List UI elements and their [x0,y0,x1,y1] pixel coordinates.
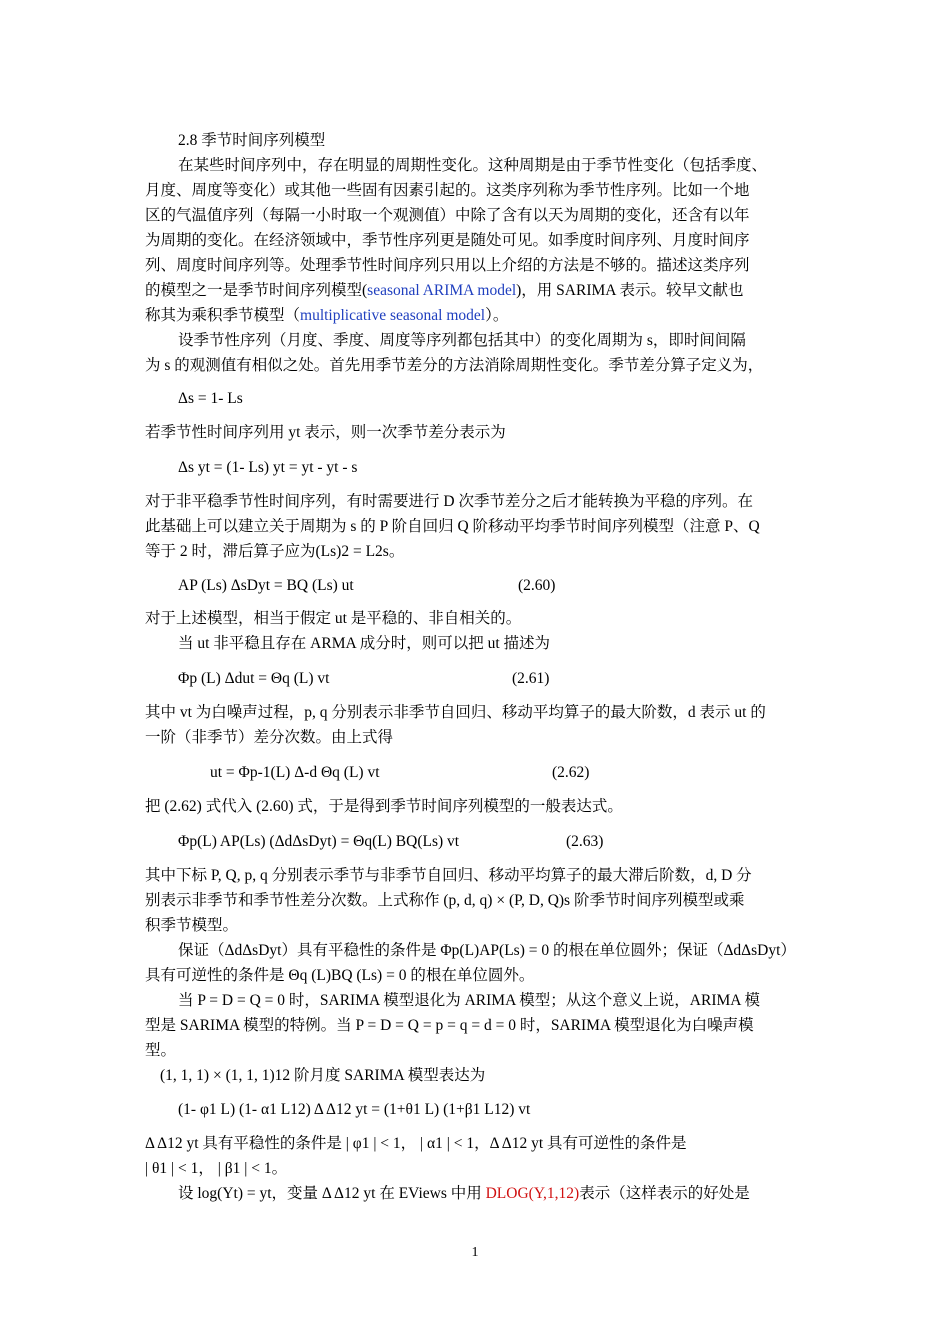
paragraph-line: 一阶（非季节）差分次数。由上式得 [145,729,394,746]
paragraph-line: 月度、周度等变化）或其他一些固有因素引起的。这类序列称为季节性序列。比如一个地 [145,182,750,199]
paragraph-line: 对于上述模型，相当于假定 ut 是平稳的、非自相关的。 [145,610,522,627]
paragraph-line: 别表示非季节和季节性差分次数。上式称作 (p, d, q) × (P, D, Q)s 阶季节时间序列模型或乘 [145,892,745,909]
equation-number: (2.61) [512,670,550,687]
paragraph-line: 为周期的变化。在经济领域中，季节性序列更是随处可见。如季度时间序列、月度时间序 [145,232,750,249]
equation-number: (2.63) [566,833,604,850]
text: 称其为乘积季节模型（ [145,307,301,324]
term-link[interactable]: multiplicative seasonal model [300,307,486,324]
paragraph-line: 此基础上可以建立关于周期为 s 的 P 阶自回归 Q 阶移动平均季节时间序列模型（注意 P、Q [145,518,760,535]
equation-number: (2.62) [552,764,590,781]
paragraph-line: 当 ut 非平稳且存在 ARMA 成分时，则可以把 ut 描述为 [178,635,551,652]
paragraph-line [178,1181,810,1206]
paragraph-line: 保证（ΔdΔsDyt）具有平稳性的条件是 Φp(L)AP(Ls) = 0 的根在单位圆外；保证（ΔdΔsDyt） [178,942,796,959]
paragraph-line: 其中 vt 为白噪声过程，p, q 分别表示非季节自回归、移动平均算子的最大阶数，d 表示 ut 的 [145,704,766,721]
paragraph-line: 对于非平稳季节性时间序列，有时需要进行 D 次季节差分之后才能转换为平稳的序列。在 [145,493,753,510]
paragraph-line: 具有可逆性的条件是 Θq (L)BQ (Ls) = 0 的根在单位圆外。 [145,967,535,984]
page-number: 1 [471,1245,479,1260]
equation-2-60: AP (Ls) ΔsDyt = BQ (Ls) ut [178,577,354,594]
paragraph-line: 设季节性序列（月度、季度、周度等序列都包括其中）的变化周期为 s，即时间间隔 [178,332,746,349]
text: )，用 SARIMA 表示。较早文献也 [516,282,744,299]
paragraph-line: 若季节性时间序列用 yt 表示，则一次季节差分表示为 [145,424,506,441]
paragraph-line [145,278,810,303]
equation-seasonal-diff-operator: Δs = 1- Ls [178,390,243,407]
paragraph-line: Δ Δ12 yt 具有平稳性的条件是 | φ1 | < 1， | α1 | < 1，Δ Δ12 yt 具有可逆性的条件是 [145,1135,687,1152]
paragraph-line: 在某些时间序列中，存在明显的周期性变化。这种周期是由于季节性变化（包括季度、 [178,157,768,174]
paragraph-line: (1, 1, 1) × (1, 1, 1)12 阶月度 SARIMA 模型表达为 [160,1067,486,1084]
paragraph-line: 积季节模型。 [145,917,239,934]
text: ）。 [485,307,509,324]
text: 设 log(Yt) = yt，变量 Δ Δ12 yt 在 EViews 中用 [178,1185,486,1202]
paragraph-line: 列、周度时间序列等。处理季节性时间序列只用以上介绍的方法是不够的。描述这类序列 [145,257,750,274]
equation-2-61: Φp (L) Δdut = Θq (L) vt [178,670,330,687]
paragraph-line [145,303,810,328]
paragraph-line: 其中下标 P, Q, p, q 分别表示季节与非季节自回归、移动平均算子的最大滞后阶数，d, D 分 [145,867,752,884]
eviews-command: DLOG(Y,1,12) [485,1185,580,1202]
paragraph-line: 把 (2.62) 式代入 (2.60) 式，于是得到季节时间序列模型的一般表达式。 [145,798,623,815]
paragraph-line: 型是 SARIMA 模型的特例。当 P = D = Q = p = q = d = 0 时，SARIMA 模型退化为白噪声模 [145,1017,754,1034]
equation-2-63: Φp(L) AP(Ls) (ΔdΔsDyt) = Θq(L) BQ(Ls) vt [178,833,460,850]
term-link[interactable]: seasonal ARIMA model [367,282,517,299]
paragraph-line: 为 s 的观测值有相似之处。首先用季节差分的方法消除周期性变化。季节差分算子定义为， [145,357,764,374]
equation-2-62: ut = Φp-1(L) Δ-d Θq (L) vt [210,764,380,781]
equation-seasonal-diff: Δs yt = (1- Ls) yt = yt - yt - s [178,459,358,476]
paragraph-line: 当 P = D = Q = 0 时，SARIMA 模型退化为 ARIMA 模型；从这个意义上说，ARIMA 模 [178,992,760,1009]
paragraph-line: 等于 2 时，滞后算子应为(Ls)2 = L2s。 [145,543,405,560]
section-title: 2.8 季节时间序列模型 [178,132,326,149]
equation-number: (2.60) [518,577,556,594]
equation-sarima-monthly: (1- φ1 L) (1- α1 L12) Δ Δ12 yt = (1+θ1 L) (1+β1 L12) vt [178,1101,531,1118]
paragraph-line: 型。 [145,1042,177,1059]
text: 的模型之一是季节时间序列模型( [145,282,368,299]
paragraph-line: | θ1 | < 1， | β1 | < 1。 [145,1160,288,1177]
paragraph-line: 区的气温值序列（每隔一小时取一个观测值）中除了含有以天为周期的变化，还含有以年 [145,207,750,224]
text: 表示（这样表示的好处是 [579,1185,750,1202]
